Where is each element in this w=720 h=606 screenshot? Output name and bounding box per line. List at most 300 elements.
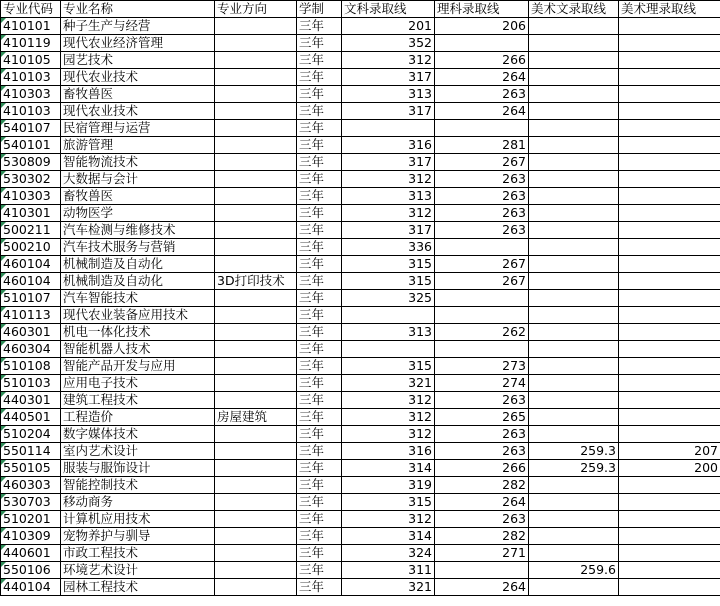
table-row [1,409,720,426]
cell-major-code[interactable]: 410301 [1,205,61,222]
cell-duration[interactable]: 三年 [297,579,342,596]
cell-major-direction[interactable] [215,511,297,528]
cell-major-name[interactable]: 汽车智能技术 [61,290,215,307]
table-row [1,358,720,375]
table-row [1,494,720,511]
cell-art-science-score[interactable] [619,409,720,426]
table-row [1,273,720,290]
cell-major-code[interactable]: 510204 [1,426,61,443]
cell-art-science-score[interactable] [619,154,720,171]
cell-duration[interactable]: 三年 [297,205,342,222]
cell-major-direction[interactable] [215,375,297,392]
cell-liberal-arts-score[interactable]: 317 [342,69,435,86]
cell-liberal-arts-score[interactable]: 315 [342,358,435,375]
cell-duration[interactable]: 三年 [297,137,342,154]
cell-major-name[interactable]: 机械制造及自动化 [61,256,215,273]
cell-science-score[interactable] [435,307,529,324]
cell-art-liberal-score[interactable] [529,256,619,273]
cell-art-liberal-score[interactable] [529,35,619,52]
cell-liberal-arts-score[interactable] [342,120,435,137]
cell-art-science-score[interactable] [619,545,720,562]
cell-major-direction[interactable] [215,528,297,545]
cell-science-score[interactable] [435,35,529,52]
cell-major-direction[interactable] [215,307,297,324]
cell-liberal-arts-score[interactable]: 311 [342,562,435,579]
cell-duration[interactable]: 三年 [297,511,342,528]
cell-major-name[interactable]: 园林工程技术 [61,579,215,596]
cell-major-code[interactable]: 510201 [1,511,61,528]
cell-art-liberal-score[interactable] [529,222,619,239]
cell-major-code[interactable]: 510107 [1,290,61,307]
cell-major-name[interactable]: 现代农业技术 [61,69,215,86]
cell-art-science-score[interactable] [619,35,720,52]
cell-science-score[interactable]: 264 [435,579,529,596]
header-science-score[interactable]: 理科录取线 [435,1,529,18]
cell-major-name[interactable]: 机械制造及自动化 [61,273,215,290]
cell-major-name[interactable]: 智能物流技术 [61,154,215,171]
cell-duration[interactable]: 三年 [297,477,342,494]
cell-science-score[interactable]: 267 [435,154,529,171]
cell-science-score[interactable]: 271 [435,545,529,562]
cell-major-code[interactable]: 410309 [1,528,61,545]
cell-major-name[interactable]: 室内艺术设计 [61,443,215,460]
cell-art-liberal-score[interactable] [529,290,619,307]
cell-major-code[interactable]: 500211 [1,222,61,239]
cell-major-code[interactable]: 410303 [1,86,61,103]
table-row [1,528,720,545]
cell-major-direction[interactable] [215,579,297,596]
table-row [1,341,720,358]
cell-art-science-score[interactable] [619,290,720,307]
cell-liberal-arts-score[interactable]: 319 [342,477,435,494]
cell-duration[interactable]: 三年 [297,324,342,341]
cell-liberal-arts-score[interactable]: 312 [342,52,435,69]
cell-science-score[interactable]: 263 [435,171,529,188]
cell-major-code[interactable]: 550106 [1,562,61,579]
table-row [1,154,720,171]
cell-major-code[interactable]: 460104 [1,256,61,273]
cell-art-science-score[interactable] [619,239,720,256]
cell-liberal-arts-score[interactable]: 316 [342,443,435,460]
cell-art-science-score[interactable] [619,392,720,409]
cell-art-liberal-score[interactable] [529,154,619,171]
cell-duration[interactable]: 三年 [297,290,342,307]
cell-major-direction[interactable] [215,222,297,239]
cell-art-liberal-score[interactable] [529,307,619,324]
cell-science-score[interactable]: 263 [435,392,529,409]
cell-major-direction[interactable] [215,69,297,86]
cell-liberal-arts-score[interactable]: 317 [342,154,435,171]
cell-science-score[interactable]: 282 [435,477,529,494]
cell-science-score[interactable]: 264 [435,103,529,120]
cell-art-science-score[interactable] [619,579,720,596]
cell-major-name[interactable]: 移动商务 [61,494,215,511]
table-row [1,18,720,35]
cell-major-name[interactable]: 动物医学 [61,205,215,222]
cell-major-name[interactable]: 市政工程技术 [61,545,215,562]
cell-science-score[interactable]: 263 [435,205,529,222]
cell-major-name[interactable]: 旅游管理 [61,137,215,154]
cell-science-score[interactable]: 265 [435,409,529,426]
cell-major-direction[interactable] [215,103,297,120]
cell-art-science-score[interactable] [619,103,720,120]
cell-art-science-score[interactable] [619,137,720,154]
cell-art-liberal-score[interactable] [529,375,619,392]
cell-art-liberal-score[interactable] [529,477,619,494]
table-row [1,205,720,222]
cell-duration[interactable]: 三年 [297,528,342,545]
cell-major-code[interactable]: 460301 [1,324,61,341]
cell-science-score[interactable]: 282 [435,528,529,545]
cell-science-score[interactable]: 281 [435,137,529,154]
cell-major-name[interactable]: 应用电子技术 [61,375,215,392]
cell-duration[interactable]: 三年 [297,460,342,477]
cell-duration[interactable]: 三年 [297,239,342,256]
cell-science-score[interactable]: 263 [435,426,529,443]
cell-duration[interactable]: 三年 [297,494,342,511]
cell-liberal-arts-score[interactable]: 321 [342,375,435,392]
cell-major-name[interactable]: 数字媒体技术 [61,426,215,443]
cell-major-direction[interactable] [215,18,297,35]
cell-duration[interactable]: 三年 [297,256,342,273]
cell-duration[interactable]: 三年 [297,69,342,86]
cell-science-score[interactable]: 206 [435,18,529,35]
cell-duration[interactable]: 三年 [297,35,342,52]
cell-duration[interactable]: 三年 [297,273,342,290]
cell-major-direction[interactable] [215,86,297,103]
cell-science-score[interactable]: 274 [435,375,529,392]
cell-major-name[interactable]: 建筑工程技术 [61,392,215,409]
cell-liberal-arts-score[interactable]: 312 [342,205,435,222]
cell-major-name[interactable]: 大数据与会计 [61,171,215,188]
cell-art-science-score[interactable] [619,273,720,290]
cell-art-liberal-score[interactable] [529,528,619,545]
cell-art-science-score[interactable] [619,528,720,545]
cell-art-liberal-score[interactable] [529,188,619,205]
cell-major-direction[interactable] [215,290,297,307]
table-row [1,392,720,409]
cell-duration[interactable]: 三年 [297,171,342,188]
cell-art-science-score[interactable] [619,324,720,341]
cell-major-name[interactable]: 园艺技术 [61,52,215,69]
cell-art-liberal-score[interactable] [529,171,619,188]
cell-art-liberal-score[interactable] [529,494,619,511]
cell-major-code[interactable]: 550105 [1,460,61,477]
header-major-direction[interactable]: 专业方向 [215,1,297,18]
cell-art-science-score[interactable] [619,511,720,528]
cell-art-liberal-score[interactable] [529,52,619,69]
cell-liberal-arts-score[interactable]: 315 [342,273,435,290]
table-row [1,290,720,307]
cell-major-direction[interactable] [215,494,297,511]
cell-major-direction[interactable] [215,341,297,358]
cell-liberal-arts-score[interactable]: 352 [342,35,435,52]
table-row [1,52,720,69]
cell-art-liberal-score[interactable] [529,545,619,562]
cell-major-direction[interactable] [215,562,297,579]
cell-art-science-score[interactable] [619,426,720,443]
cell-liberal-arts-score[interactable]: 314 [342,528,435,545]
cell-liberal-arts-score[interactable]: 321 [342,579,435,596]
cell-art-science-score[interactable] [619,171,720,188]
cell-duration[interactable]: 三年 [297,443,342,460]
cell-art-science-score[interactable] [619,307,720,324]
cell-liberal-arts-score[interactable]: 313 [342,188,435,205]
cell-major-code[interactable]: 500210 [1,239,61,256]
cell-major-name[interactable]: 环境艺术设计 [61,562,215,579]
cell-major-name[interactable]: 工程造价 [61,409,215,426]
cell-art-science-score[interactable] [619,222,720,239]
cell-duration[interactable]: 三年 [297,562,342,579]
cell-art-science-score[interactable] [619,86,720,103]
cell-major-code[interactable]: 410303 [1,188,61,205]
cell-art-liberal-score[interactable] [529,18,619,35]
cell-major-direction[interactable] [215,256,297,273]
cell-art-science-score[interactable] [619,375,720,392]
cell-major-direction[interactable] [215,137,297,154]
cell-art-liberal-score[interactable] [529,205,619,222]
cell-art-science-score[interactable]: 207 [619,443,720,460]
cell-liberal-arts-score[interactable]: 316 [342,137,435,154]
cell-major-code[interactable]: 530302 [1,171,61,188]
cell-major-name[interactable]: 种子生产与经营 [61,18,215,35]
cell-major-direction[interactable] [215,239,297,256]
cell-major-name[interactable]: 智能控制技术 [61,477,215,494]
table-row [1,562,720,579]
cell-liberal-arts-score[interactable]: 312 [342,392,435,409]
cell-major-code[interactable]: 410113 [1,307,61,324]
table-row [1,239,720,256]
cell-major-code[interactable]: 540107 [1,120,61,137]
cell-major-direction[interactable] [215,52,297,69]
cell-science-score[interactable]: 266 [435,460,529,477]
cell-art-liberal-score[interactable] [529,324,619,341]
cell-major-name[interactable]: 服装与服饰设计 [61,460,215,477]
header-row [1,1,720,18]
cell-art-liberal-score[interactable] [529,137,619,154]
cell-major-direction[interactable]: 房屋建筑 [215,409,297,426]
cell-art-science-score[interactable] [619,188,720,205]
cell-duration[interactable]: 三年 [297,341,342,358]
header-duration[interactable]: 学制 [297,1,342,18]
cell-science-score[interactable] [435,120,529,137]
cell-major-name[interactable]: 现代农业经济管理 [61,35,215,52]
cell-liberal-arts-score[interactable]: 312 [342,171,435,188]
cell-major-code[interactable]: 530703 [1,494,61,511]
cell-major-name[interactable]: 汽车检测与维修技术 [61,222,215,239]
cell-science-score[interactable] [435,239,529,256]
cell-science-score[interactable]: 263 [435,511,529,528]
cell-liberal-arts-score[interactable] [342,341,435,358]
cell-major-name[interactable]: 畜牧兽医 [61,86,215,103]
cell-liberal-arts-score[interactable]: 312 [342,426,435,443]
cell-major-direction[interactable] [215,188,297,205]
cell-major-direction[interactable]: 3D打印技术 [215,273,297,290]
cell-art-liberal-score[interactable] [529,426,619,443]
cell-art-liberal-score[interactable]: 259.6 [529,562,619,579]
cell-major-code[interactable]: 550114 [1,443,61,460]
cell-major-code[interactable]: 510103 [1,375,61,392]
cell-art-liberal-score[interactable] [529,392,619,409]
cell-major-name[interactable]: 现代农业技术 [61,103,215,120]
cell-major-direction[interactable] [215,392,297,409]
cell-science-score[interactable]: 263 [435,188,529,205]
cell-duration[interactable]: 三年 [297,375,342,392]
cell-duration[interactable]: 三年 [297,426,342,443]
cell-art-liberal-score[interactable] [529,86,619,103]
cell-science-score[interactable] [435,290,529,307]
cell-duration[interactable]: 三年 [297,545,342,562]
cell-science-score[interactable] [435,341,529,358]
table-row [1,137,720,154]
cell-liberal-arts-score[interactable]: 336 [342,239,435,256]
cell-major-name[interactable]: 民宿管理与运营 [61,120,215,137]
cell-science-score[interactable]: 273 [435,358,529,375]
cell-major-name[interactable]: 现代农业装备应用技术 [61,307,215,324]
cell-art-science-score[interactable] [619,52,720,69]
cell-liberal-arts-score[interactable]: 315 [342,256,435,273]
cell-art-science-score[interactable] [619,494,720,511]
cell-major-code[interactable]: 410119 [1,35,61,52]
cell-liberal-arts-score[interactable]: 325 [342,290,435,307]
cell-major-direction[interactable] [215,205,297,222]
cell-art-science-score[interactable]: 200 [619,460,720,477]
cell-major-direction[interactable] [215,426,297,443]
cell-art-science-score[interactable] [619,341,720,358]
cell-duration[interactable]: 三年 [297,409,342,426]
cell-liberal-arts-score[interactable]: 317 [342,103,435,120]
cell-major-direction[interactable] [215,460,297,477]
cell-liberal-arts-score[interactable]: 314 [342,460,435,477]
cell-art-liberal-score[interactable] [529,239,619,256]
cell-science-score[interactable]: 267 [435,273,529,290]
cell-liberal-arts-score[interactable] [342,307,435,324]
cell-major-name[interactable]: 智能产品开发与应用 [61,358,215,375]
cell-science-score[interactable]: 263 [435,443,529,460]
cell-science-score[interactable]: 263 [435,86,529,103]
table-row [1,103,720,120]
header-liberal-arts-score[interactable]: 文科录取线 [342,1,435,18]
cell-science-score[interactable]: 267 [435,256,529,273]
cell-liberal-arts-score[interactable]: 313 [342,324,435,341]
cell-art-liberal-score[interactable]: 259.3 [529,460,619,477]
cell-duration[interactable]: 三年 [297,307,342,324]
header-major-name[interactable]: 专业名称 [61,1,215,18]
cell-art-science-score[interactable] [619,256,720,273]
cell-duration[interactable]: 三年 [297,86,342,103]
table-row [1,426,720,443]
cell-art-liberal-score[interactable] [529,103,619,120]
cell-art-liberal-score[interactable] [529,273,619,290]
cell-duration[interactable]: 三年 [297,18,342,35]
cell-major-code[interactable]: 410103 [1,103,61,120]
cell-major-code[interactable]: 460303 [1,477,61,494]
cell-major-name[interactable]: 畜牧兽医 [61,188,215,205]
cell-major-name[interactable]: 机电一体化技术 [61,324,215,341]
cell-art-science-score[interactable] [619,205,720,222]
cell-liberal-arts-score[interactable]: 313 [342,86,435,103]
cell-art-science-score[interactable] [619,358,720,375]
cell-major-direction[interactable] [215,324,297,341]
cell-art-science-score[interactable] [619,18,720,35]
cell-major-direction[interactable] [215,477,297,494]
cell-duration[interactable]: 三年 [297,358,342,375]
cell-duration[interactable]: 三年 [297,154,342,171]
cell-liberal-arts-score[interactable]: 324 [342,545,435,562]
cell-major-code[interactable]: 410101 [1,18,61,35]
cell-major-code[interactable]: 440301 [1,392,61,409]
cell-liberal-arts-score[interactable]: 312 [342,511,435,528]
table-row [1,324,720,341]
cell-major-direction[interactable] [215,545,297,562]
cell-science-score[interactable]: 263 [435,222,529,239]
cell-science-score[interactable]: 266 [435,52,529,69]
cell-major-code[interactable]: 510108 [1,358,61,375]
cell-major-code[interactable]: 440501 [1,409,61,426]
cell-major-name[interactable]: 汽车技术服务与营销 [61,239,215,256]
cell-art-liberal-score[interactable] [529,358,619,375]
cell-liberal-arts-score[interactable]: 312 [342,409,435,426]
cell-art-liberal-score[interactable] [529,120,619,137]
cell-art-liberal-score[interactable] [529,511,619,528]
cell-duration[interactable]: 三年 [297,52,342,69]
table-row [1,35,720,52]
cell-major-code[interactable]: 440104 [1,579,61,596]
cell-duration[interactable]: 三年 [297,222,342,239]
cell-major-code[interactable]: 540101 [1,137,61,154]
cell-art-science-score[interactable] [619,562,720,579]
cell-art-liberal-score[interactable] [529,69,619,86]
cell-major-code[interactable]: 530809 [1,154,61,171]
cell-duration[interactable]: 三年 [297,188,342,205]
cell-major-name[interactable]: 智能机器人技术 [61,341,215,358]
cell-art-science-score[interactable] [619,120,720,137]
cell-art-liberal-score[interactable]: 259.3 [529,443,619,460]
cell-liberal-arts-score[interactable]: 315 [342,494,435,511]
cell-major-code[interactable]: 460104 [1,273,61,290]
cell-science-score[interactable] [435,562,529,579]
cell-duration[interactable]: 三年 [297,392,342,409]
cell-major-name[interactable]: 宠物养护与驯导 [61,528,215,545]
cell-liberal-arts-score[interactable]: 317 [342,222,435,239]
cell-art-science-score[interactable] [619,477,720,494]
cell-art-liberal-score[interactable] [529,341,619,358]
cell-major-code[interactable]: 440601 [1,545,61,562]
cell-science-score[interactable]: 262 [435,324,529,341]
cell-major-direction[interactable] [215,120,297,137]
cell-duration[interactable]: 三年 [297,120,342,137]
cell-major-code[interactable]: 460304 [1,341,61,358]
cell-art-liberal-score[interactable] [529,409,619,426]
cell-major-direction[interactable] [215,443,297,460]
cell-art-liberal-score[interactable] [529,579,619,596]
cell-science-score[interactable]: 264 [435,69,529,86]
cell-duration[interactable]: 三年 [297,103,342,120]
cell-liberal-arts-score[interactable]: 201 [342,18,435,35]
cell-science-score[interactable]: 264 [435,494,529,511]
cell-major-code[interactable]: 410105 [1,52,61,69]
cell-major-direction[interactable] [215,358,297,375]
header-major-code[interactable]: 专业代码 [1,1,61,18]
cell-major-direction[interactable] [215,154,297,171]
cell-major-direction[interactable] [215,171,297,188]
cell-major-code[interactable]: 410103 [1,69,61,86]
header-art-liberal-score[interactable]: 美术文录取线 [529,1,619,18]
header-art-science-score[interactable]: 美术理录取线 [619,1,720,18]
cell-major-direction[interactable] [215,35,297,52]
cell-major-name[interactable]: 计算机应用技术 [61,511,215,528]
cell-art-science-score[interactable] [619,69,720,86]
